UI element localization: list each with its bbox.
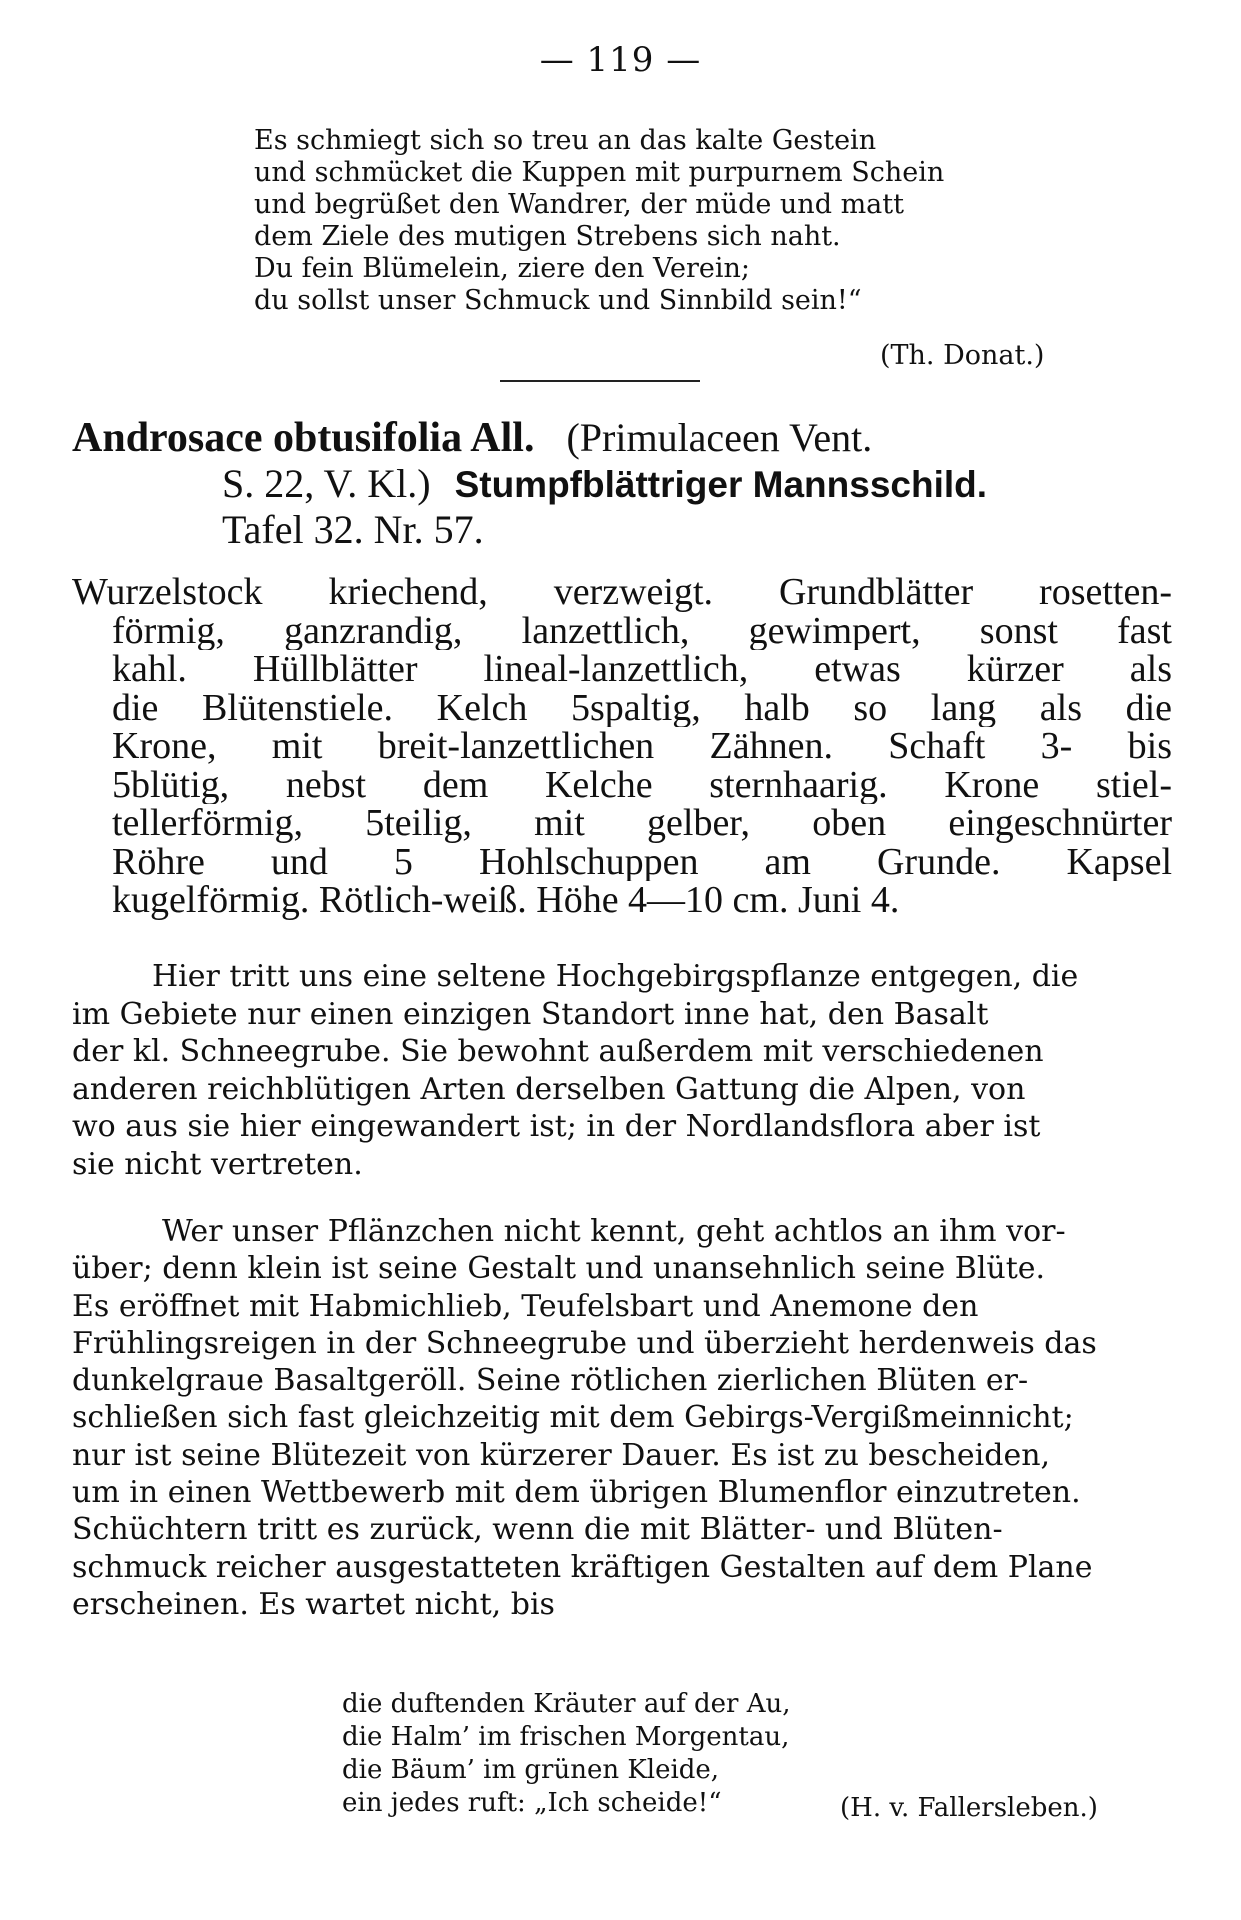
description-line: die Blütenstiele. Kelch 5spaltig, halb so lang als die — [112, 688, 1172, 727]
paragraph-line: sie nicht vertreten. — [72, 1146, 363, 1182]
description-line: förmig, ganzrandig, lanzettlich, gewimpert, sonst fast — [112, 611, 1172, 650]
paragraph-line: Es eröffnet mit Habmichlieb, Teufelsbart und Anemone den — [72, 1288, 979, 1324]
poem-line: die Halm’ im frischen Morgentau, — [342, 1722, 790, 1752]
poem-line: die duftenden Kräuter auf der Au, — [342, 1689, 791, 1719]
poem-attribution: (H. v. Fallersleben.) — [840, 1793, 1098, 1823]
paragraph-line: schließen sich fast gleichzeitig mit dem Gebirgs-Vergißmeinnicht; — [72, 1400, 1074, 1436]
description-line: kahl. Hüllblätter lineal-lanzettlich, etwas kürzer als — [112, 650, 1172, 689]
paragraph-line: nur ist seine Blütezeit von kürzerer Dauer. Es ist zu bescheiden, — [72, 1437, 1051, 1473]
plate-reference: Tafel 32. Nr. 57. — [222, 507, 484, 552]
description-paragraph — [72, 1213, 1132, 1623]
paragraph-line: schmuck reicher ausgestatteten kräftigen Gestalten auf dem Plane — [72, 1549, 1093, 1585]
paragraph-line: um in einen Wettbewerb mit dem übrigen Blumenflor einzutreten. — [72, 1475, 1081, 1511]
family-reference: (Primulaceen Vent. — [566, 415, 873, 460]
paragraph-line: im Gebiete nur einen einzigen Standort inne hat, den Basalt — [72, 996, 989, 1032]
paragraph-line: über; denn klein ist seine Gestalt und unansehnlich seine Blüte. — [72, 1251, 1046, 1287]
section-divider — [500, 380, 700, 382]
poem-line: und schmücket die Kuppen mit purpurnem Schein — [254, 157, 945, 188]
description-line: Wurzelstock kriechend, verzweigt. Grundblätter rosetten- — [72, 573, 1172, 612]
description-line: 5blütig, nebst dem Kelche sternhaarig. Krone stiel- — [112, 765, 1172, 804]
poem-line: dem Ziele des mutigen Strebens sich naht. — [254, 221, 841, 252]
habitat-paragraph — [72, 958, 1132, 1183]
species-description — [72, 573, 1172, 920]
description-line: Röhre und 5 Hohlschuppen am Grunde. Kapsel — [112, 842, 1172, 881]
species-header — [72, 415, 1172, 553]
paragraph-line: anderen reichblütigen Arten derselben Gattung die Alpen, von — [72, 1071, 1026, 1107]
paragraph-line: dunkelgraue Basaltgeröll. Seine rötlichen zierlichen Blüten er- — [72, 1363, 1029, 1399]
poem-line: Du fein Blümelein, ziere den Verein; — [254, 253, 750, 284]
latin-species-name: Androsace obtusifolia All. — [72, 415, 535, 461]
poem-line: ein jedes ruft: „Ich scheide!“ — [342, 1788, 722, 1818]
opening-poem — [254, 125, 944, 317]
paragraph-line: Schüchtern tritt es zurück, wenn die mit Blätter- und Blüten- — [72, 1512, 1003, 1548]
description-line: tellerförmig, 5teilig, mit gelber, oben eingeschnürter — [112, 804, 1172, 843]
paragraph-line: Hier tritt uns eine seltene Hochgebirgspflanze entgegen, die — [152, 959, 1079, 994]
paragraph-line: Wer unser Pflänzchen nicht kennt, geht achtlos an ihm vor- — [162, 1214, 1066, 1249]
poem-line: Es schmiegt sich so treu an das kalte Gestein — [254, 125, 877, 156]
paragraph-line: erscheinen. Es wartet nicht, bis — [72, 1586, 555, 1622]
paragraph-line: wo aus sie hier eingewandert ist; in der Nordlandsflora aber ist — [72, 1109, 1041, 1144]
description-line: Krone, mit breit-lanzettlichen Zähnen. Schaft 3- bis — [112, 727, 1172, 766]
poem-attribution: (Th. Donat.) — [880, 340, 1045, 371]
german-species-name: Stumpfblättriger Mannsschild. — [454, 464, 988, 505]
poem-line: du sollst unser Schmuck und Sinnbild sein!“ — [254, 285, 862, 316]
poem-line: die Bäum’ im grünen Kleide, — [342, 1755, 720, 1785]
class-reference: S. 22, V. Kl.) — [222, 461, 431, 506]
paragraph-line: der kl. Schneegrube. Sie bewohnt außerdem mit verschiedenen — [72, 1034, 1044, 1069]
poem-line: und begrüßet den Wandrer, der müde und matt — [254, 189, 904, 220]
page-number: — 119 — — [539, 40, 702, 80]
description-line: kugelförmig. Rötlich-weiß. Höhe 4—10 cm. Juni 4. — [112, 879, 900, 921]
closing-poem — [342, 1688, 791, 1820]
paragraph-line: Frühlingsreigen in der Schneegrube und überzieht herdenweis das — [72, 1325, 1097, 1361]
